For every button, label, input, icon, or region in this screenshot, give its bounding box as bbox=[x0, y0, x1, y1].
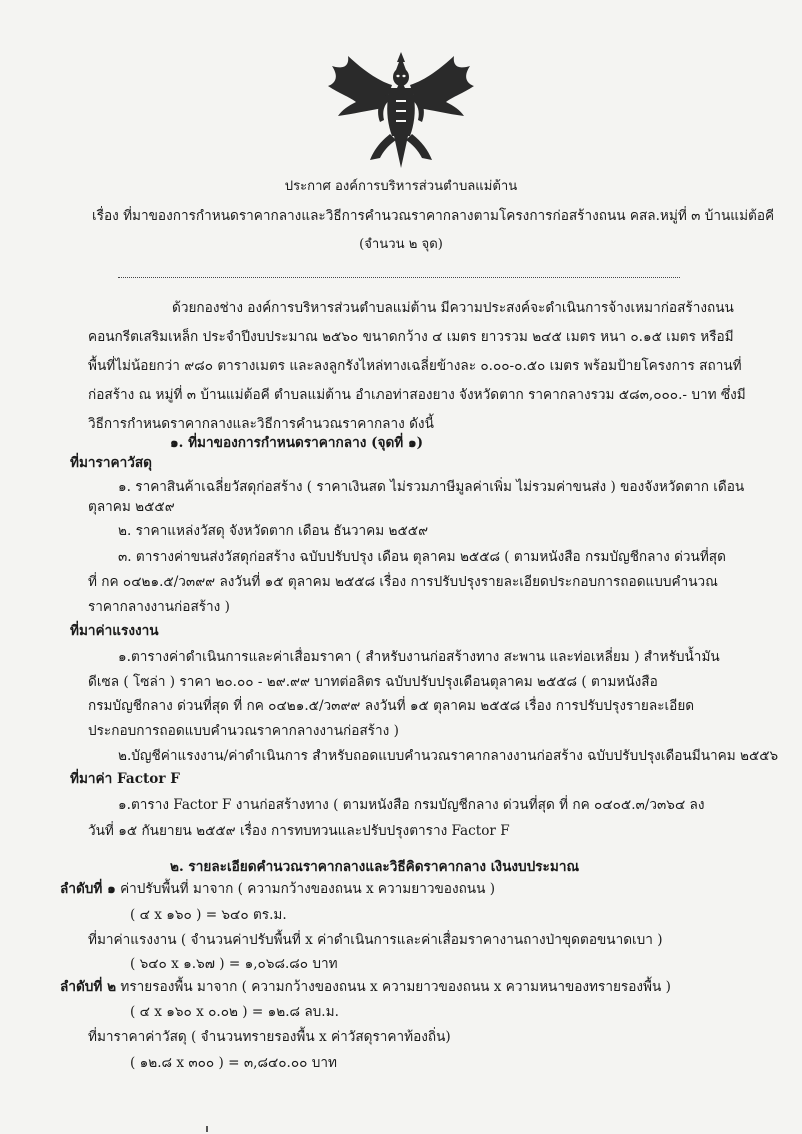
item2-material-text: ( จำนวนทรายรองพื้น x ค่าวัสดุราคาท้องถิ่น) bbox=[186, 1029, 451, 1045]
materials-item: ๒. ราคาแหล่งวัสดุ จังหวัดตาก เดือน ธันวาคม ๒๕๕๙ bbox=[118, 523, 429, 539]
intro-line: ด้วยกองช่าง องค์การบริหารส่วนตำบลแม่ต้าน มีความประสงค์จะดำเนินการจ้างเหมาก่อสร้างถนน bbox=[172, 300, 734, 316]
item1-line bbox=[60, 880, 495, 898]
header-divider bbox=[118, 277, 680, 278]
item2-text: ทรายรองพื้น มาจาก ( ความกว้างของถนน x ความยาวของถนน x ความหนาของทรายรองพื้น ) bbox=[116, 979, 671, 995]
announcement-count: (จำนวน ๒ จุด) bbox=[359, 237, 443, 252]
item1-label: ลำดับที่ ๑ bbox=[60, 881, 116, 897]
announcement-title: ประกาศ องค์การบริหารส่วนตำบลแม่ต้าน bbox=[284, 179, 518, 194]
materials-item: ที่ กค ๐๔๒๑.๕/ว๓๙๙ ลงวันที่ ๑๕ ตุลาคม ๒๕๕๘ เรื่อง การปรับปรุงรายละเอียดประกอบการถอดแบบคำนวณ bbox=[88, 574, 718, 590]
item2-material-calc: ( ๑๒.๘ x ๓๐๐ ) = ๓,๘๔๐.๐๐ บาท bbox=[130, 1055, 338, 1071]
materials-item: ๓. ตารางค่าขนส่งวัสดุก่อสร้าง ฉบับปรับปรุง เดือน ตุลาคม ๒๕๕๘ ( ตามหนังสือ กรมบัญชีกลาง ด่วนที่สุด bbox=[118, 549, 726, 565]
section1-heading: ๑. ที่มาของการกำหนดราคากลาง (จุดที่ ๑) bbox=[170, 435, 424, 451]
labor-item: ๑.ตารางค่าดำเนินการและค่าเสื่อมราคา ( สำหรับงานก่อสร้างทาง สะพาน และท่อเหลี่ยม ) สำหรับน้ำมัน bbox=[118, 649, 720, 665]
materials-item: ราคากลางงานก่อสร้าง ) bbox=[88, 599, 230, 615]
factor-item: วันที่ ๑๕ กันยายน ๒๕๕๙ เรื่อง การทบทวนและปรับปรุงตาราง Factor F bbox=[88, 823, 510, 839]
intro-line: คอนกรีตเสริมเหล็ก ประจำปีงบประมาณ ๒๕๖๐ ขนาดกว้าง ๔ เมตร ยาวรวม ๒๔๕ เมตร หนา ๐.๑๕ เมตร หรือมี bbox=[88, 329, 734, 345]
item2-calc: ( ๔ x ๑๖๐ x ๐.๐๒ ) = ๑๒.๘ ลบ.ม. bbox=[130, 1004, 339, 1020]
factor-heading: ที่มาค่า Factor F bbox=[70, 771, 180, 787]
intro-line: พื้นที่ไม่น้อยกว่า ๙๘๐ ตารางเมตร และลงลูกรังไหล่ทางเฉลี่ยข้างละ ๐.๐๐-๐.๕๐ เมตร พร้อมป้ายโครงการ สถานที่ bbox=[88, 358, 742, 374]
intro-line: วิธีการกำหนดราคากลางและวิธีการคำนวณราคากลาง ดังนี้ bbox=[88, 416, 434, 432]
item1-labor-label: ที่มาค่าแรงงาน bbox=[88, 932, 177, 948]
item1-labor-text: ( จำนวนค่าปรับพื้นที่ x ค่าดำเนินการและค่าเสื่อมราคางานถางป่าขุดตอขนาดเบา ) bbox=[176, 932, 663, 948]
materials-item: ตุลาคม ๒๕๕๙ bbox=[88, 499, 175, 515]
item1-labor-line bbox=[88, 931, 663, 949]
item2-label: ลำดับที่ ๒ bbox=[60, 979, 117, 995]
labor-heading: ที่มาค่าแรงงาน bbox=[70, 623, 159, 639]
item1-calc: ( ๔ x ๑๖๐ ) = ๖๔๐ ตร.ม. bbox=[130, 907, 287, 923]
factor-item: ๑.ตาราง Factor F งานก่อสร้างทาง ( ตามหนังสือ กรมบัญชีกลาง ด่วนที่สุด ที่ กค ๐๔๐๕.๓/ว๓๖๔ ลง bbox=[118, 797, 705, 813]
labor-item: กรมบัญชีกลาง ด่วนที่สุด ที่ กค ๐๔๒๑.๕/ว๓๙๙ ลงวันที่ ๑๕ ตุลาคม ๒๕๕๘ เรื่อง การปรับปรุงรายละเอียด bbox=[88, 698, 695, 714]
materials-item: ๑. ราคาสินค้าเฉลี่ยวัสดุก่อสร้าง ( ราคาเงินสด ไม่รวมภาษีมูลค่าเพิ่ม ไม่รวมค่าขนส่ง ) ของจังหวัดตาก เดือน bbox=[118, 479, 745, 495]
item1-labor-calc: ( ๖๔๐ x ๑.๖๗ ) = ๑,๐๖๘.๘๐ บาท bbox=[130, 956, 338, 972]
section2-heading: ๒. รายละเอียดคำนวณราคากลางและวิธีคิดราคากลาง เงินงบประมาณ bbox=[170, 859, 580, 875]
labor-item: ๒.บัญชีค่าแรงงาน/ค่าดำเนินการ สำหรับถอดแบบคำนวณราคากลางงานก่อสร้าง ฉบับปรับปรุงเดือนมีนาคม ๒๕๕๖ bbox=[118, 748, 779, 764]
item1-text: ค่าปรับพื้นที่ มาจาก ( ความกว้างของถนน x ความยาวของถนน ) bbox=[115, 881, 496, 897]
item2-material-label: ที่มาราคาค่าวัสดุ bbox=[88, 1029, 187, 1045]
intro-line: ก่อสร้าง ณ หมู่ที่ ๓ บ้านแม่ต้อคี ตำบลแม่ต้าน อำเภอท่าสองยาง จังหวัดตาก ราคากลางรวม ๕๘๓,๐๐๐.- บาท ซึ่งมี bbox=[88, 387, 746, 403]
garuda-emblem-icon bbox=[326, 50, 476, 170]
labor-item: ดีเซล ( โซล่า ) ราคา ๒๐.๐๐ - ๒๙.๙๙ บาทต่อลิตร ฉบับปรับปรุงเดือนตุลาคม ๒๕๕๘ ( ตามหนังสือ bbox=[88, 674, 658, 690]
item2-material-line bbox=[88, 1028, 451, 1046]
announcement-subject: เรื่อง ที่มาของการกำหนดราคากลางและวิธีการคำนวณราคากลางตามโครงการก่อสร้างถนน คสล.หมู่ที่ ๓ บ้านแม่ต้อคี bbox=[92, 208, 775, 224]
labor-item: ประกอบการถอดแบบคำนวณราคากลางงานก่อสร้าง ) bbox=[88, 723, 399, 739]
page-mark bbox=[206, 1126, 208, 1132]
item2-line bbox=[60, 978, 671, 996]
materials-heading: ที่มาราคาวัสดุ bbox=[70, 455, 152, 471]
